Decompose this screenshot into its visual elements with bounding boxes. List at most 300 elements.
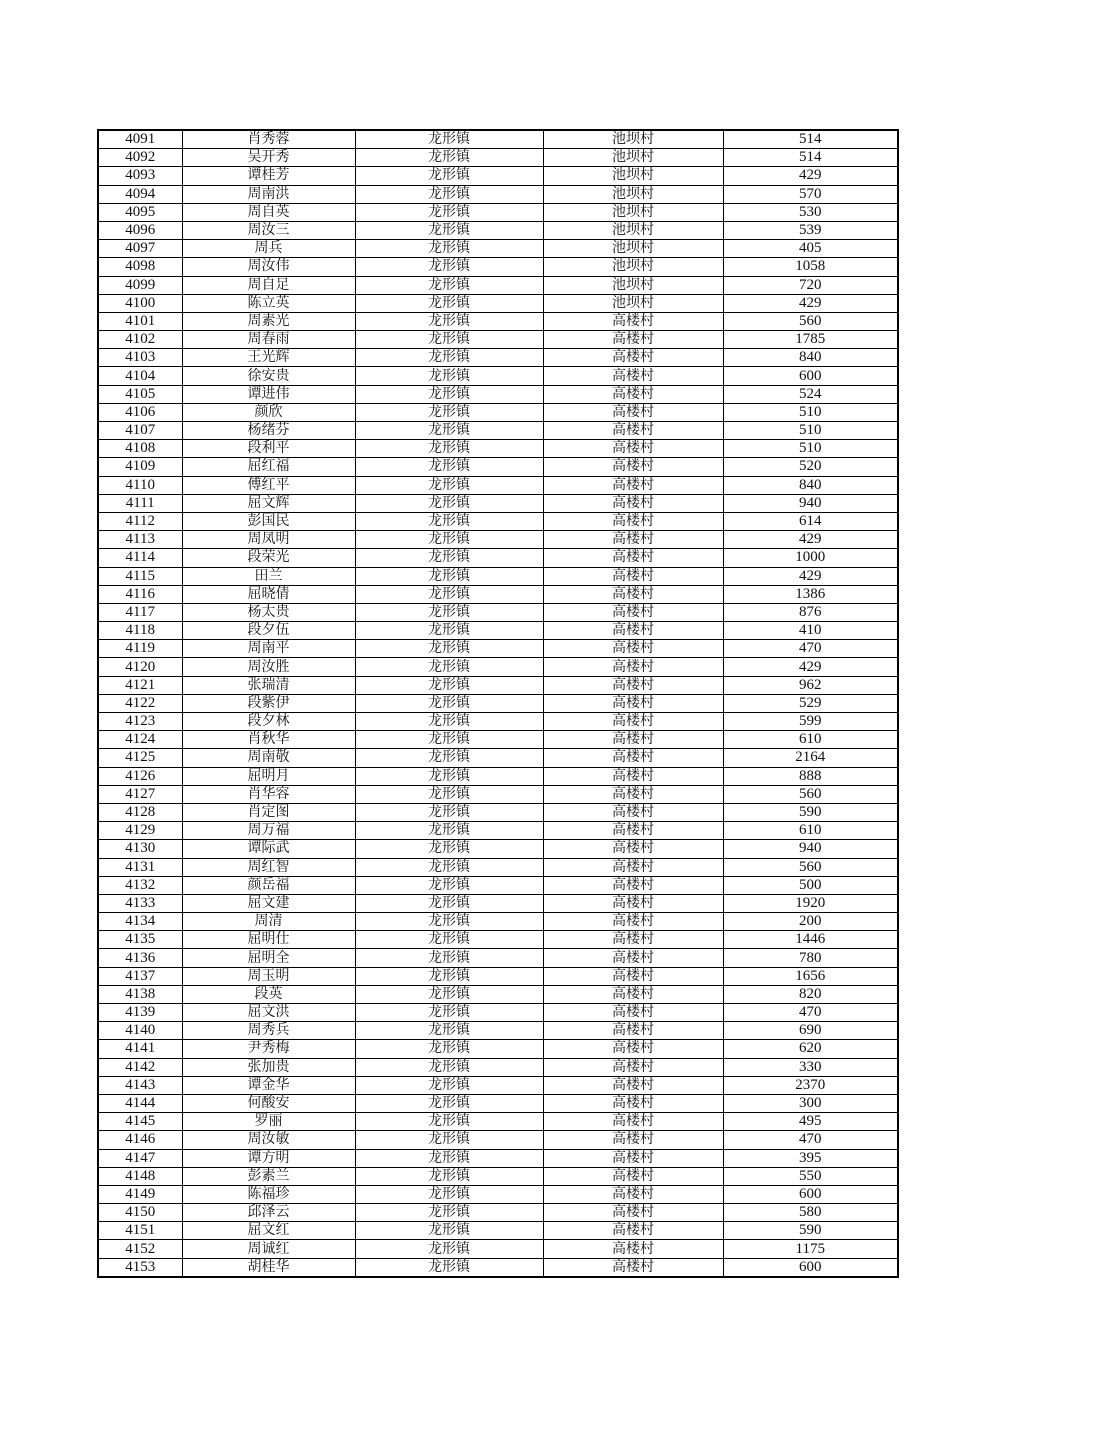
row-number-cell: 4143 [98,1076,182,1094]
village-cell: 高楼村 [543,585,723,603]
amount-cell: 529 [723,694,898,712]
amount-cell: 470 [723,1004,898,1022]
name-cell: 邱泽云 [182,1204,355,1222]
amount-cell: 620 [723,1040,898,1058]
table-row [98,1204,898,1222]
town-cell: 龙形镇 [355,731,543,749]
village-cell: 高楼村 [543,713,723,731]
row-number-cell: 4116 [98,585,182,603]
name-cell: 屈晓倩 [182,585,355,603]
row-number-cell: 4142 [98,1058,182,1076]
table-row [98,785,898,803]
row-number-cell: 4134 [98,913,182,931]
town-cell: 龙形镇 [355,858,543,876]
amount-cell: 940 [723,494,898,512]
name-cell: 屈文洪 [182,1004,355,1022]
table-row [98,185,898,203]
name-cell: 杨绪芬 [182,422,355,440]
amount-cell: 840 [723,476,898,494]
row-number-cell: 4096 [98,221,182,239]
amount-cell: 560 [723,312,898,330]
table-row [98,840,898,858]
town-cell: 龙形镇 [355,694,543,712]
town-cell: 龙形镇 [355,585,543,603]
village-cell: 高楼村 [543,949,723,967]
town-cell: 龙形镇 [355,167,543,185]
name-cell: 屈明仕 [182,931,355,949]
town-cell: 龙形镇 [355,967,543,985]
town-cell: 龙形镇 [355,949,543,967]
table-row [98,1258,898,1277]
name-cell: 肖秀蓉 [182,130,355,149]
amount-cell: 530 [723,203,898,221]
name-cell: 谭际武 [182,840,355,858]
row-number-cell: 4107 [98,422,182,440]
table-row [98,385,898,403]
town-cell: 龙形镇 [355,622,543,640]
town-cell: 龙形镇 [355,1076,543,1094]
village-cell: 高楼村 [543,640,723,658]
town-cell: 龙形镇 [355,985,543,1003]
village-cell: 池坝村 [543,167,723,185]
name-cell: 周汝伟 [182,258,355,276]
table-row [98,1149,898,1167]
row-number-cell: 4113 [98,531,182,549]
table-row [98,949,898,967]
name-cell: 肖秋华 [182,731,355,749]
table-row [98,331,898,349]
table-row [98,1167,898,1185]
table-row [98,512,898,530]
town-cell: 龙形镇 [355,494,543,512]
name-cell: 屈明月 [182,767,355,785]
row-number-cell: 4140 [98,1022,182,1040]
village-cell: 池坝村 [543,258,723,276]
amount-cell: 610 [723,822,898,840]
town-cell: 龙形镇 [355,422,543,440]
row-number-cell: 4147 [98,1149,182,1167]
village-cell: 池坝村 [543,203,723,221]
name-cell: 周兵 [182,240,355,258]
table-row [98,876,898,894]
amount-cell: 876 [723,603,898,621]
amount-cell: 820 [723,985,898,1003]
table-row [98,713,898,731]
village-cell: 高楼村 [543,531,723,549]
row-number-cell: 4093 [98,167,182,185]
table-row [98,676,898,694]
town-cell: 龙形镇 [355,803,543,821]
row-number-cell: 4149 [98,1185,182,1203]
table-row [98,367,898,385]
row-number-cell: 4144 [98,1094,182,1112]
row-number-cell: 4150 [98,1204,182,1222]
table-row [98,276,898,294]
row-number-cell: 4106 [98,403,182,421]
name-cell: 陈立英 [182,294,355,312]
row-number-cell: 4119 [98,640,182,658]
amount-cell: 1386 [723,585,898,603]
amount-cell: 1000 [723,549,898,567]
town-cell: 龙形镇 [355,1167,543,1185]
table-row [98,585,898,603]
name-cell: 周春雨 [182,331,355,349]
name-cell: 何酸安 [182,1094,355,1112]
table-row [98,1094,898,1112]
name-cell: 肖定图 [182,803,355,821]
table-row [98,931,898,949]
table-row [98,494,898,512]
table-row [98,422,898,440]
row-number-cell: 4095 [98,203,182,221]
town-cell: 龙形镇 [355,403,543,421]
table-row [98,913,898,931]
name-cell: 尹秀梅 [182,1040,355,1058]
row-number-cell: 4094 [98,185,182,203]
table-row [98,240,898,258]
table-row [98,167,898,185]
name-cell: 颜岳福 [182,876,355,894]
village-cell: 高楼村 [543,1113,723,1131]
town-cell: 龙形镇 [355,567,543,585]
row-number-cell: 4129 [98,822,182,840]
town-cell: 龙形镇 [355,1094,543,1112]
amount-cell: 429 [723,567,898,585]
amount-cell: 330 [723,1058,898,1076]
name-cell: 周汝敏 [182,1131,355,1149]
table-row [98,476,898,494]
table-row [98,203,898,221]
village-cell: 池坝村 [543,240,723,258]
row-number-cell: 4103 [98,349,182,367]
name-cell: 周凤明 [182,531,355,549]
town-cell: 龙形镇 [355,294,543,312]
town-cell: 龙形镇 [355,549,543,567]
table-row [98,894,898,912]
town-cell: 龙形镇 [355,767,543,785]
village-cell: 高楼村 [543,367,723,385]
amount-cell: 888 [723,767,898,785]
table-row [98,149,898,167]
table-row [98,858,898,876]
row-number-cell: 4104 [98,367,182,385]
town-cell: 龙形镇 [355,676,543,694]
town-cell: 龙形镇 [355,913,543,931]
name-cell: 屈文建 [182,894,355,912]
town-cell: 龙形镇 [355,1258,543,1277]
amount-cell: 429 [723,167,898,185]
amount-cell: 940 [723,840,898,858]
village-cell: 高楼村 [543,603,723,621]
row-number-cell: 4122 [98,694,182,712]
table-row [98,731,898,749]
row-number-cell: 4102 [98,331,182,349]
name-cell: 罗丽 [182,1113,355,1131]
village-cell: 高楼村 [543,785,723,803]
town-cell: 龙形镇 [355,840,543,858]
village-cell: 池坝村 [543,185,723,203]
amount-cell: 514 [723,149,898,167]
amount-cell: 410 [723,622,898,640]
row-number-cell: 4138 [98,985,182,1003]
amount-cell: 514 [723,130,898,149]
village-cell: 高楼村 [543,1149,723,1167]
town-cell: 龙形镇 [355,822,543,840]
amount-cell: 429 [723,658,898,676]
amount-cell: 495 [723,1113,898,1131]
table-row [98,549,898,567]
village-cell: 高楼村 [543,476,723,494]
row-number-cell: 4125 [98,749,182,767]
village-cell: 高楼村 [543,803,723,821]
town-cell: 龙形镇 [355,276,543,294]
row-number-cell: 4117 [98,603,182,621]
amount-cell: 2370 [723,1076,898,1094]
name-cell: 谭方明 [182,1149,355,1167]
name-cell: 周诚红 [182,1240,355,1258]
town-cell: 龙形镇 [355,258,543,276]
village-cell: 池坝村 [543,221,723,239]
name-cell: 段英 [182,985,355,1003]
village-cell: 高楼村 [543,676,723,694]
amount-cell: 1920 [723,894,898,912]
table-row [98,640,898,658]
row-number-cell: 4124 [98,731,182,749]
amount-cell: 600 [723,367,898,385]
village-cell: 高楼村 [543,840,723,858]
village-cell: 高楼村 [543,1167,723,1185]
amount-cell: 1656 [723,967,898,985]
name-cell: 徐安贵 [182,367,355,385]
table-row [98,603,898,621]
town-cell: 龙形镇 [355,331,543,349]
name-cell: 屈明全 [182,949,355,967]
name-cell: 周汝胜 [182,658,355,676]
row-number-cell: 4100 [98,294,182,312]
amount-cell: 1175 [723,1240,898,1258]
name-cell: 肖华容 [182,785,355,803]
town-cell: 龙形镇 [355,349,543,367]
town-cell: 龙形镇 [355,749,543,767]
row-number-cell: 4126 [98,767,182,785]
table-row [98,567,898,585]
row-number-cell: 4137 [98,967,182,985]
row-number-cell: 4127 [98,785,182,803]
name-cell: 傅红平 [182,476,355,494]
name-cell: 周南敬 [182,749,355,767]
row-number-cell: 4108 [98,440,182,458]
row-number-cell: 4151 [98,1222,182,1240]
town-cell: 龙形镇 [355,785,543,803]
table-body [98,130,898,1277]
village-cell: 池坝村 [543,276,723,294]
table-row [98,1113,898,1131]
amount-cell: 600 [723,1185,898,1203]
amount-cell: 429 [723,294,898,312]
table-row [98,1004,898,1022]
row-number-cell: 4101 [98,312,182,330]
village-cell: 高楼村 [543,985,723,1003]
table-row [98,531,898,549]
name-cell: 彭国民 [182,512,355,530]
name-cell: 周南平 [182,640,355,658]
village-cell: 池坝村 [543,149,723,167]
name-cell: 屈文辉 [182,494,355,512]
village-cell: 高楼村 [543,767,723,785]
village-cell: 高楼村 [543,403,723,421]
amount-cell: 520 [723,458,898,476]
town-cell: 龙形镇 [355,185,543,203]
table-row [98,985,898,1003]
village-cell: 高楼村 [543,1131,723,1149]
village-cell: 高楼村 [543,512,723,530]
town-cell: 龙形镇 [355,367,543,385]
village-cell: 高楼村 [543,967,723,985]
table-row [98,1040,898,1058]
row-number-cell: 4118 [98,622,182,640]
amount-cell: 962 [723,676,898,694]
village-cell: 高楼村 [543,876,723,894]
row-number-cell: 4145 [98,1113,182,1131]
village-cell: 高楼村 [543,1022,723,1040]
town-cell: 龙形镇 [355,476,543,494]
name-cell: 陈福珍 [182,1185,355,1203]
name-cell: 段紫伊 [182,694,355,712]
town-cell: 龙形镇 [355,531,543,549]
amount-cell: 780 [723,949,898,967]
village-cell: 高楼村 [543,385,723,403]
village-cell: 高楼村 [543,1222,723,1240]
table-row [98,1076,898,1094]
row-number-cell: 4128 [98,803,182,821]
row-number-cell: 4110 [98,476,182,494]
row-number-cell: 4120 [98,658,182,676]
name-cell: 胡桂华 [182,1258,355,1277]
row-number-cell: 4132 [98,876,182,894]
table-row [98,458,898,476]
village-cell: 高楼村 [543,1058,723,1076]
town-cell: 龙形镇 [355,1113,543,1131]
name-cell: 谭桂芳 [182,167,355,185]
row-number-cell: 4148 [98,1167,182,1185]
village-cell: 高楼村 [543,312,723,330]
table-row [98,1131,898,1149]
row-number-cell: 4098 [98,258,182,276]
table-row [98,312,898,330]
village-cell: 高楼村 [543,567,723,585]
row-number-cell: 4141 [98,1040,182,1058]
table-row [98,221,898,239]
amount-cell: 599 [723,713,898,731]
village-cell: 高楼村 [543,331,723,349]
row-number-cell: 4099 [98,276,182,294]
amount-cell: 590 [723,1222,898,1240]
village-cell: 高楼村 [543,1040,723,1058]
amount-cell: 580 [723,1204,898,1222]
village-cell: 高楼村 [543,622,723,640]
table-row [98,349,898,367]
village-cell: 高楼村 [543,1204,723,1222]
town-cell: 龙形镇 [355,312,543,330]
town-cell: 龙形镇 [355,713,543,731]
row-number-cell: 4131 [98,858,182,876]
name-cell: 段荣光 [182,549,355,567]
town-cell: 龙形镇 [355,876,543,894]
row-number-cell: 4097 [98,240,182,258]
name-cell: 颜欣 [182,403,355,421]
name-cell: 段利平 [182,440,355,458]
village-cell: 高楼村 [543,422,723,440]
amount-cell: 470 [723,1131,898,1149]
name-cell: 张瑞清 [182,676,355,694]
town-cell: 龙形镇 [355,1204,543,1222]
row-number-cell: 4135 [98,931,182,949]
village-cell: 高楼村 [543,658,723,676]
row-number-cell: 4153 [98,1258,182,1277]
amount-cell: 560 [723,858,898,876]
table-row [98,258,898,276]
village-cell: 高楼村 [543,549,723,567]
row-number-cell: 4152 [98,1240,182,1258]
town-cell: 龙形镇 [355,894,543,912]
name-cell: 周自英 [182,203,355,221]
amount-cell: 2164 [723,749,898,767]
name-cell: 周素光 [182,312,355,330]
table-row [98,967,898,985]
name-cell: 周秀兵 [182,1022,355,1040]
row-number-cell: 4133 [98,894,182,912]
row-number-cell: 4139 [98,1004,182,1022]
amount-cell: 539 [723,221,898,239]
town-cell: 龙形镇 [355,512,543,530]
name-cell: 张加贵 [182,1058,355,1076]
table-row [98,694,898,712]
table-row [98,1058,898,1076]
village-cell: 高楼村 [543,1004,723,1022]
amount-cell: 510 [723,440,898,458]
amount-cell: 550 [723,1167,898,1185]
name-cell: 周自足 [182,276,355,294]
row-number-cell: 4109 [98,458,182,476]
row-number-cell: 4136 [98,949,182,967]
village-cell: 高楼村 [543,749,723,767]
town-cell: 龙形镇 [355,1058,543,1076]
town-cell: 龙形镇 [355,149,543,167]
table-row [98,803,898,821]
name-cell: 周玉明 [182,967,355,985]
name-cell: 段夕伍 [182,622,355,640]
name-cell: 谭进伟 [182,385,355,403]
town-cell: 龙形镇 [355,440,543,458]
village-cell: 池坝村 [543,130,723,149]
name-cell: 周万福 [182,822,355,840]
village-cell: 高楼村 [543,694,723,712]
town-cell: 龙形镇 [355,458,543,476]
village-cell: 高楼村 [543,440,723,458]
amount-cell: 1058 [723,258,898,276]
row-number-cell: 4092 [98,149,182,167]
table-row [98,403,898,421]
table-row [98,1240,898,1258]
town-cell: 龙形镇 [355,1185,543,1203]
town-cell: 龙形镇 [355,931,543,949]
name-cell: 吴开秀 [182,149,355,167]
amount-cell: 524 [723,385,898,403]
amount-cell: 560 [723,785,898,803]
name-cell: 田兰 [182,567,355,585]
amount-cell: 200 [723,913,898,931]
amount-cell: 614 [723,512,898,530]
